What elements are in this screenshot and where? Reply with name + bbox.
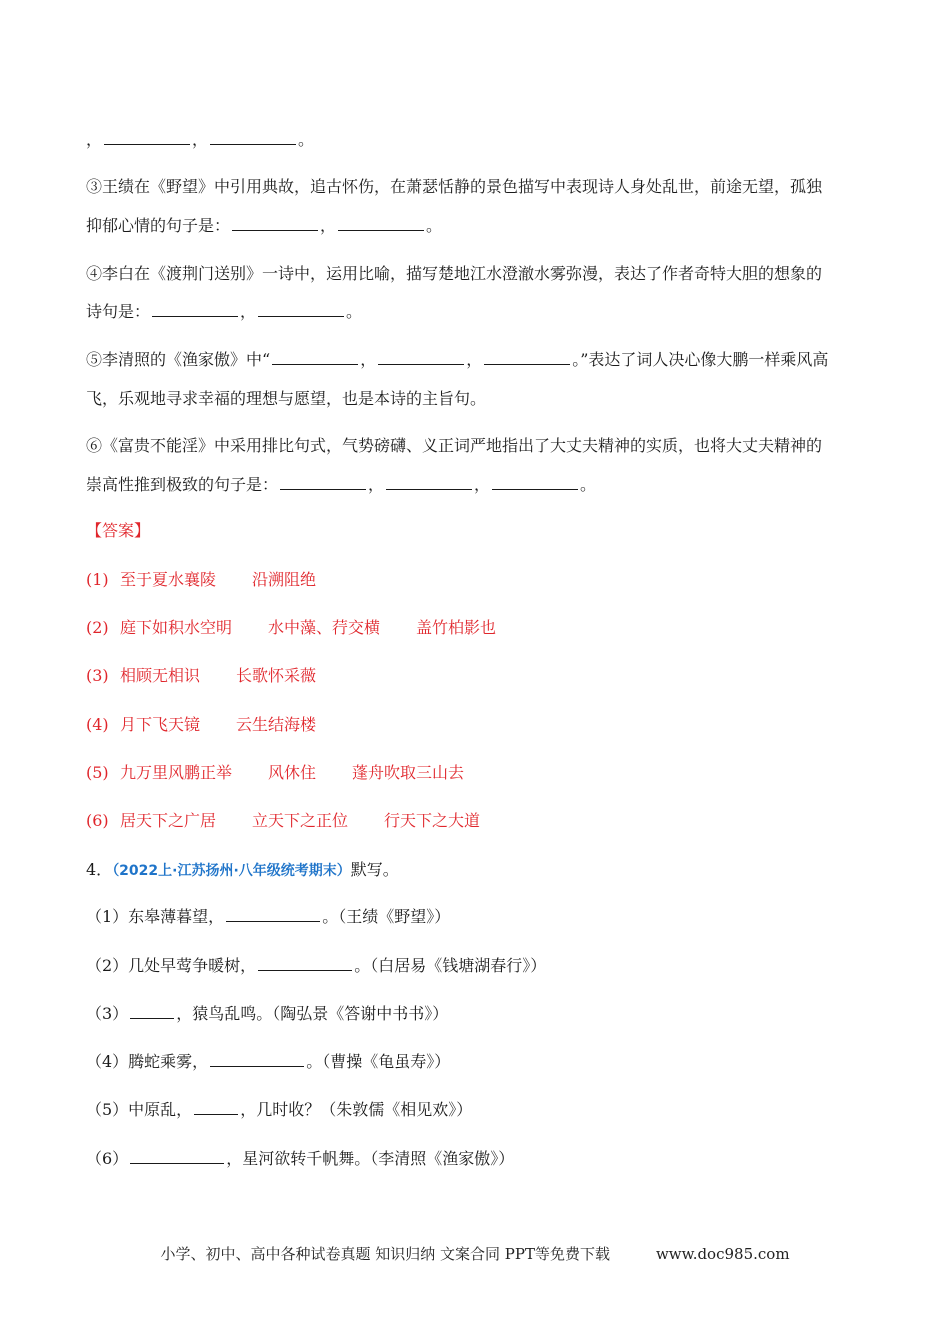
comma: ，	[320, 216, 337, 235]
item-4-line-2	[86, 300, 866, 324]
item-4-line-1: ④李白在《渡荆门送别》一诗中，运用比喻，描写楚地江水澄澈水雾弥漫，表达了作者奇特大胆的想象的	[86, 264, 823, 283]
answer-item: 水中藻、荇交横	[268, 618, 381, 637]
fill-blank	[484, 348, 570, 365]
line-end: 。	[426, 216, 443, 235]
item-3-line-1: ③王绩在《野望》中引用典故，追古怀伤，在萧瑟恬静的景色描写中表现诗人身处乱世，前途无望，孤独	[86, 177, 823, 196]
answer-row	[86, 568, 866, 592]
answer-item: 风休住	[268, 763, 317, 782]
question-source: （2022上·江苏扬州·八年级统考期末）	[112, 863, 351, 879]
answer-row	[86, 809, 866, 833]
q4-item-suffix: 。（曹操《龟虽寿》）	[306, 1052, 451, 1071]
line-end: 。	[346, 302, 363, 321]
fill-blank	[258, 300, 344, 317]
answer-row	[86, 713, 866, 737]
fill-blank	[378, 348, 464, 365]
fill-blank	[386, 473, 472, 490]
answer-item: 相顾无相识	[120, 666, 201, 685]
q4-item-3	[86, 1002, 866, 1026]
answer-row	[86, 761, 866, 785]
answer-item: 居天下之广居	[120, 811, 217, 830]
question-4-header	[86, 858, 866, 883]
q4-item-4	[86, 1050, 866, 1074]
q4-item-1	[86, 905, 866, 929]
item-4-prefix: 诗句是：	[86, 302, 151, 321]
q4-item-suffix: ，星河欲转千帆舞。（李清照《渔家傲》）	[226, 1149, 515, 1168]
line-end: 。	[580, 475, 597, 494]
q4-item-2	[86, 954, 866, 978]
answer-number: (6)	[86, 811, 109, 830]
item-6-line-1: ⑥《富贵不能淫》中采用排比句式，气势磅礴、义正词严地指出了大丈夫精神的实质，也将大丈夫精神的	[86, 436, 823, 455]
item-3-prefix: 抑郁心情的句子是：	[86, 216, 231, 235]
question-instruction: 默写。	[350, 860, 399, 879]
q4-item-suffix: 。（白居易《钱塘湖春行》）	[354, 956, 547, 975]
fill-blank	[130, 1147, 224, 1164]
item-5-end: 。”表达了词人决心像大鹏一样乘风高	[572, 350, 829, 369]
line-end: 。	[298, 130, 315, 149]
answer-number: (3)	[86, 666, 109, 685]
answer-item: 九万里风鹏正举	[120, 763, 233, 782]
fill-blank	[104, 128, 190, 145]
question-number: 4．	[86, 860, 113, 879]
answer-number: (2)	[86, 618, 109, 637]
answer-row	[86, 664, 866, 688]
q4-item-prefix: （5）中原乱，	[86, 1100, 193, 1119]
comma: ，	[86, 130, 103, 149]
answer-heading: 【答案】	[86, 521, 151, 540]
comma: ，	[240, 302, 257, 321]
answer-item: 立天下之正位	[252, 811, 349, 830]
fill-blank	[194, 1098, 238, 1115]
q4-item-suffix: 。（王绩《野望》）	[322, 907, 451, 926]
q4-item-5	[86, 1098, 866, 1122]
item-5-line-2: 飞，乐观地寻求幸福的理想与愿望，也是本诗的主旨句。	[86, 389, 487, 408]
item-5-prefix: ⑤李清照的《渔家傲》中“	[86, 350, 271, 369]
answer-number: (5)	[86, 763, 109, 782]
comma: ，	[192, 130, 209, 149]
q4-item-prefix: （3）	[86, 1004, 129, 1023]
answer-item: 盖竹柏影也	[416, 618, 497, 637]
fill-blank	[226, 905, 320, 922]
answer-item: 行天下之大道	[384, 811, 481, 830]
fill-blank	[232, 214, 318, 231]
comma: ，	[368, 475, 385, 494]
answer-item: 长歌怀采薇	[236, 666, 317, 685]
fill-blank	[210, 128, 296, 145]
answer-item: 月下飞天镜	[120, 715, 201, 734]
previous-item-tail	[86, 128, 866, 152]
q4-item-suffix: ，猿鸟乱鸣。（陶弘景《答谢中书书》）	[176, 1004, 449, 1023]
comma: ，	[466, 350, 483, 369]
q4-item-prefix: （6）	[86, 1149, 129, 1168]
fill-blank	[338, 214, 424, 231]
fill-blank	[152, 300, 238, 317]
answer-item: 云生结海楼	[236, 715, 317, 734]
q4-item-6	[86, 1147, 866, 1171]
answer-item: 至于夏水襄陵	[120, 570, 217, 589]
fill-blank	[258, 954, 352, 971]
q4-item-prefix: （1）东皋薄暮望，	[86, 907, 225, 926]
answer-item: 蓬舟吹取三山去	[352, 763, 465, 782]
answer-number: (4)	[86, 715, 109, 734]
fill-blank	[280, 473, 366, 490]
footer-text: 小学、初中、高中各种试卷真题 知识归纳 文案合同 PPT等免费下载	[160, 1245, 610, 1263]
page-footer	[0, 1243, 950, 1265]
footer-url[interactable]: www.doc985.com	[655, 1245, 790, 1263]
fill-blank	[210, 1050, 304, 1067]
comma: ，	[474, 475, 491, 494]
fill-blank	[492, 473, 578, 490]
answer-item: 沿溯阻绝	[252, 570, 317, 589]
item-6-line-2	[86, 473, 866, 497]
q4-item-prefix: （4）腾蛇乘雾，	[86, 1052, 209, 1071]
comma: ，	[360, 350, 377, 369]
answer-number: (1)	[86, 570, 109, 589]
item-3-line-2	[86, 214, 866, 238]
q4-item-suffix: ，几时收？（朱敦儒《相见欢》）	[240, 1100, 473, 1119]
answer-item: 庭下如积水空明	[120, 618, 233, 637]
item-5-line-1	[86, 348, 866, 372]
fill-blank	[272, 348, 358, 365]
q4-item-prefix: （2）几处早莺争暖树，	[86, 956, 257, 975]
item-6-prefix: 崇高性推到极致的句子是：	[86, 475, 279, 494]
answer-row	[86, 616, 866, 640]
fill-blank	[130, 1002, 174, 1019]
